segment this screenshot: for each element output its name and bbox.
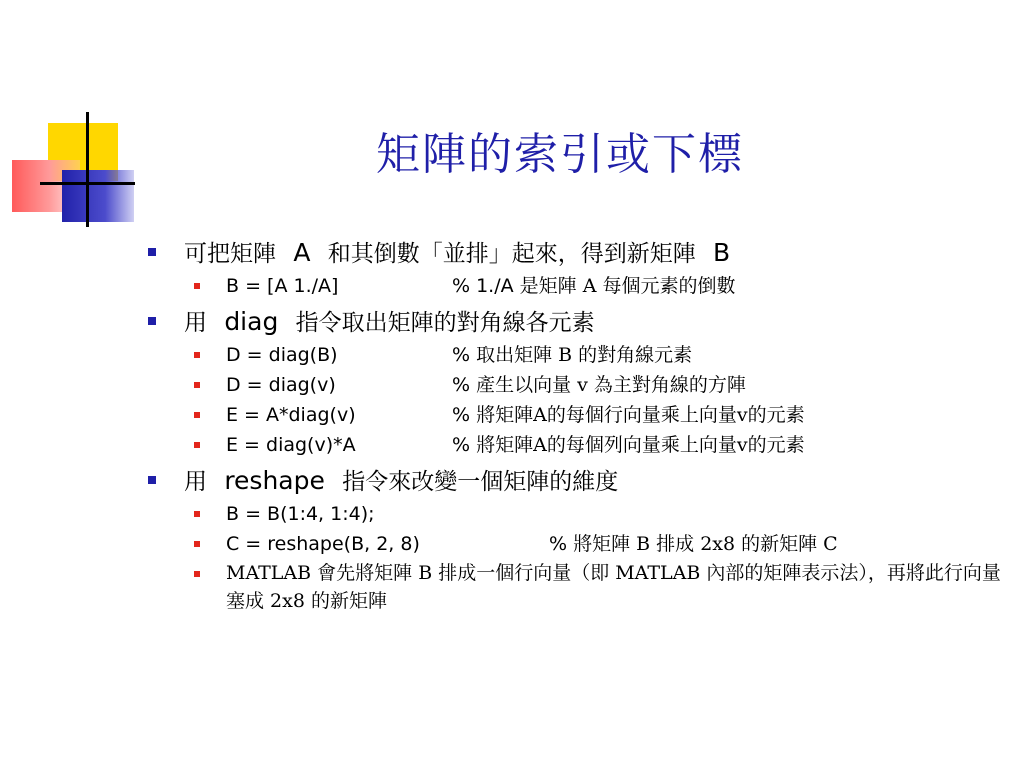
sub-bullet-item: E = A*diag(v) % 將矩陣A的每個行向量乘上向量v的元素 xyxy=(148,400,1008,430)
sub-bullet-item: MATLAB 會先將矩陣 B 排成一個行向量（即 MATLAB 內部的矩陣表示法），再將此行向量塞成 2x8 的新矩陣 xyxy=(148,559,1008,615)
bullet-square-icon xyxy=(148,317,156,325)
sub-bullet-icon xyxy=(194,283,200,289)
sub-bullet-item: B = [A 1./A] % 1./A 是矩陣 A 每個元素的倒數 xyxy=(148,271,1008,301)
sub-bullet-icon xyxy=(194,541,200,547)
sub-bullet-item: C = reshape(B, 2, 8) % 將矩陣 B 排成 2x8 的新矩陣 C xyxy=(148,529,1008,559)
sub-bullet-icon xyxy=(194,511,200,517)
blue-square xyxy=(62,170,134,222)
slide-body xyxy=(148,232,1008,615)
sub-bullet-icon xyxy=(194,382,200,388)
bullet-item: 用 reshape 指令來改變一個矩陣的維度 xyxy=(148,464,1008,499)
sub-bullet-item: D = diag(v) % 產生以向量 v 為主對角線的方陣 xyxy=(148,370,1008,400)
sub-bullet-icon xyxy=(194,442,200,448)
bullet-item: 可把矩陣 A 和其倒數「並排」起來，得到新矩陣 B xyxy=(148,236,1008,271)
sub-bullet-item: D = diag(B) % 取出矩陣 B 的對角線元素 xyxy=(148,340,1008,370)
sub-bullet-icon xyxy=(194,352,200,358)
horizontal-rule xyxy=(40,182,135,185)
bullet-square-icon xyxy=(148,248,156,256)
vertical-rule xyxy=(86,112,89,227)
corner-decoration xyxy=(0,0,140,230)
bullet-square-icon xyxy=(148,476,156,484)
slide-title: 矩陣的索引或下標 xyxy=(376,129,744,180)
sub-bullet-icon xyxy=(194,412,200,418)
bullet-item: 用 diag 指令取出矩陣的對角線各元素 xyxy=(148,305,1008,340)
sub-bullet-icon xyxy=(194,571,200,577)
sub-bullet-item: E = diag(v)*A % 將矩陣A的每個列向量乘上向量v的元素 xyxy=(148,430,1008,460)
sub-bullet-item: B = B(1:4, 1:4); xyxy=(148,499,1008,529)
